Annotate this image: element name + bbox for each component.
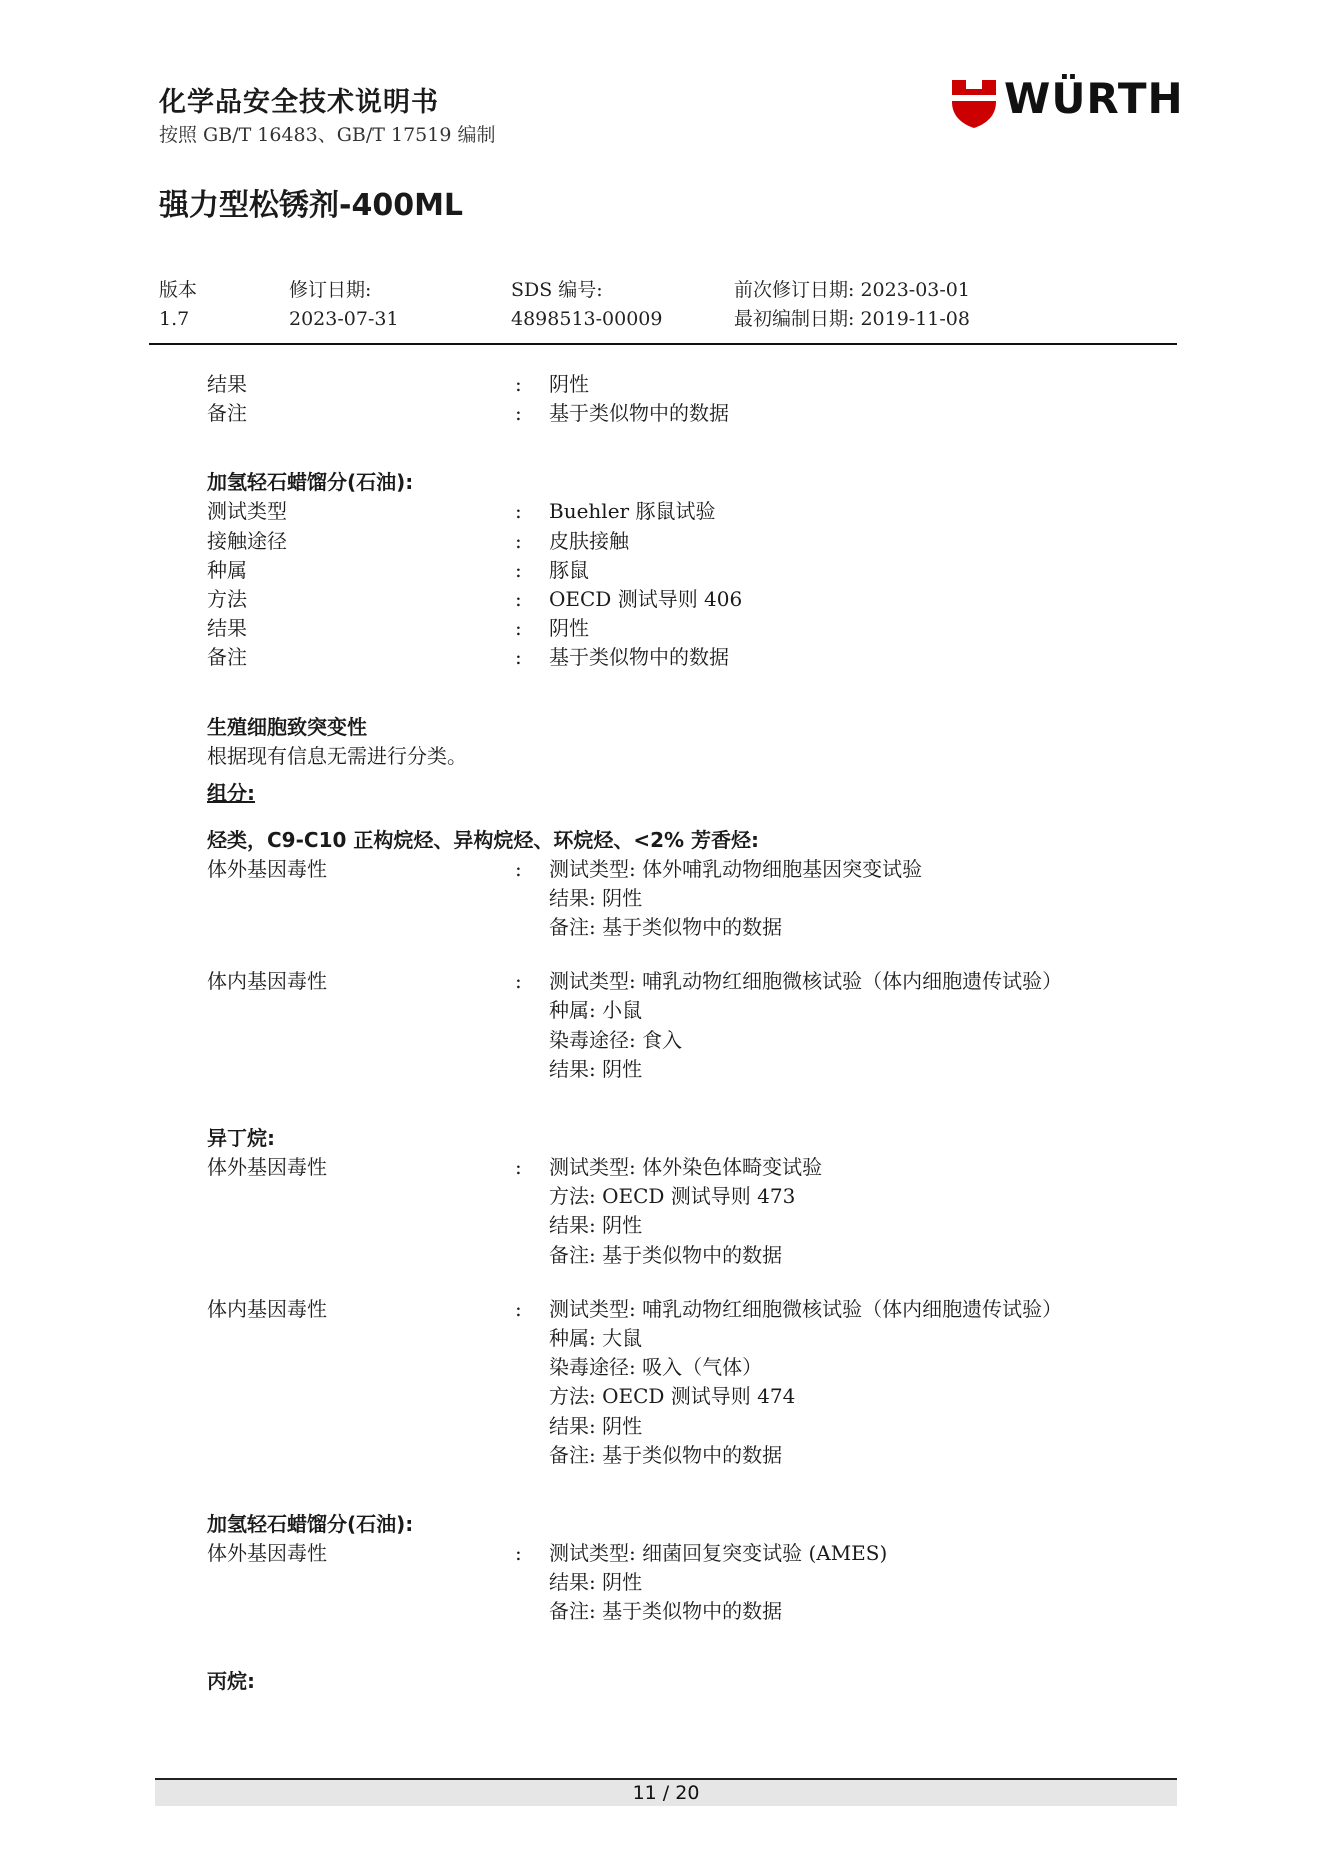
row-colon: : — [515, 1296, 522, 1321]
row-label: 体内基因毒性 — [207, 1296, 327, 1321]
table-row — [207, 1153, 1167, 1270]
value-line: 方法: OECD 测试导则 473 — [549, 1184, 796, 1209]
revision-label: 修订日期: — [289, 279, 372, 301]
row-colon: : — [515, 969, 522, 994]
value-line: 方法: OECD 测试导则 474 — [549, 1384, 796, 1409]
row-label: 体内基因毒性 — [207, 969, 327, 994]
row-value: 皮肤接触 — [549, 528, 629, 553]
sds-block — [511, 276, 662, 334]
product-name: 强力型松锈剂-400ML — [159, 188, 464, 223]
row-label: 体外基因毒性 — [207, 1155, 327, 1180]
value-line: 测试类型: 体外哺乳动物细胞基因突变试验 — [549, 856, 923, 881]
version-block — [159, 276, 197, 334]
table-row — [207, 967, 1167, 1084]
table-row — [207, 527, 1167, 556]
value-line: 测试类型: 细菌回复突变试验 (AMES) — [549, 1541, 888, 1566]
first-issue-date: 最初编制日期: 2019-11-08 — [734, 308, 970, 330]
row-colon: : — [515, 587, 522, 612]
standard-reference: 按照 GB/T 16483、GB/T 17519 编制 — [159, 124, 496, 146]
row-label: 接触途径 — [207, 528, 287, 553]
header-divider — [149, 343, 1177, 345]
value-line: 结果: 阴性 — [549, 1213, 643, 1238]
row-value: 基于类似物中的数据 — [549, 401, 729, 426]
row-label: 结果 — [207, 372, 247, 396]
row-value: 阴性 — [549, 616, 589, 641]
value-line: 结果: 阴性 — [549, 1570, 643, 1595]
row-colon: : — [515, 372, 522, 396]
wurth-logo — [950, 74, 1184, 132]
section-heading: 生殖细胞致突变性 — [207, 714, 367, 739]
row-value: Buehler 豚鼠试验 — [549, 499, 716, 524]
table-row — [207, 399, 1167, 428]
row-colon: : — [515, 645, 522, 670]
value-line: 测试类型: 哺乳动物红细胞微核试验（体内细胞遗传试验） — [549, 969, 1063, 994]
row-colon: : — [515, 499, 522, 524]
value-line: 种属: 小鼠 — [549, 998, 643, 1023]
document-title: 化学品安全技术说明书 — [159, 87, 439, 118]
row-colon: : — [515, 1155, 522, 1180]
row-label: 体外基因毒性 — [207, 856, 327, 881]
sds-label: SDS 编号: — [511, 279, 603, 301]
row-label: 体外基因毒性 — [207, 1541, 327, 1566]
row-label: 备注 — [207, 645, 247, 670]
value-line: 种属: 大鼠 — [549, 1326, 643, 1351]
row-value — [549, 1153, 1167, 1270]
value-line: 备注: 基于类似物中的数据 — [549, 1242, 783, 1267]
revision-block — [289, 276, 399, 334]
table-row — [207, 643, 1167, 672]
row-value: 豚鼠 — [549, 557, 589, 582]
table-row — [207, 855, 1167, 943]
page-number: 11 / 20 — [632, 1782, 700, 1804]
value-line: 备注: 基于类似物中的数据 — [549, 1599, 783, 1624]
row-value — [549, 1539, 1167, 1627]
value-line: 测试类型: 哺乳动物红细胞微核试验（体内细胞遗传试验） — [549, 1296, 1063, 1321]
table-row — [207, 370, 1167, 399]
revision-value: 2023-07-31 — [289, 308, 399, 330]
row-value: 基于类似物中的数据 — [549, 645, 729, 670]
table-row — [207, 1539, 1167, 1627]
value-line: 备注: 基于类似物中的数据 — [549, 1442, 783, 1467]
row-value — [549, 1295, 1167, 1470]
value-line: 结果: 阴性 — [549, 885, 643, 910]
value-line: 染毒途径: 食入 — [549, 1027, 683, 1052]
version-value: 1.7 — [159, 308, 190, 330]
value-line: 备注: 基于类似物中的数据 — [549, 915, 783, 940]
row-value — [549, 855, 1167, 943]
value-line: 结果: 阴性 — [549, 1056, 643, 1081]
row-colon: : — [515, 1541, 522, 1566]
table-row — [207, 556, 1167, 585]
wurth-logo-icon — [950, 78, 998, 130]
row-label: 测试类型 — [207, 499, 287, 524]
classification-text: 根据现有信息无需进行分类。 — [207, 743, 467, 768]
row-label: 备注 — [207, 401, 247, 426]
table-row — [207, 497, 1167, 526]
components-label: 组分: — [207, 780, 255, 805]
component-heading: 异丁烷: — [207, 1126, 275, 1151]
table-row — [207, 585, 1167, 614]
component-heading: 烃类，C9-C10 正构烷烃、异构烷烃、环烷烃、<2% 芳香烃: — [207, 827, 760, 852]
content-area — [207, 370, 1167, 1696]
section-heading: 加氢轻石蜡馏分(石油): — [207, 470, 414, 495]
table-row — [207, 614, 1167, 643]
row-value: 阴性 — [549, 372, 589, 396]
table-row — [207, 1295, 1167, 1470]
row-value — [549, 967, 1167, 1084]
previous-revision-date: 前次修订日期: 2023-03-01 — [734, 279, 970, 301]
row-label: 方法 — [207, 587, 247, 612]
row-label: 结果 — [207, 616, 247, 641]
sds-value: 4898513-00009 — [511, 308, 663, 330]
row-colon: : — [515, 557, 522, 582]
row-colon: : — [515, 856, 522, 881]
row-label: 种属 — [207, 557, 247, 582]
row-colon: : — [515, 528, 522, 553]
brand-name: WÜRTH — [1004, 74, 1184, 123]
row-value: OECD 测试导则 406 — [549, 587, 743, 612]
value-line: 染毒途径: 吸入（气体） — [549, 1355, 763, 1380]
component-heading: 加氢轻石蜡馏分(石油): — [207, 1512, 414, 1537]
value-line: 结果: 阴性 — [549, 1413, 643, 1438]
row-colon: : — [515, 401, 522, 426]
value-line: 测试类型: 体外染色体畸变试验 — [549, 1155, 823, 1180]
component-heading: 丙烷: — [207, 1668, 255, 1693]
dates-block — [734, 276, 970, 334]
row-colon: : — [515, 616, 522, 641]
version-label: 版本 — [159, 279, 198, 301]
